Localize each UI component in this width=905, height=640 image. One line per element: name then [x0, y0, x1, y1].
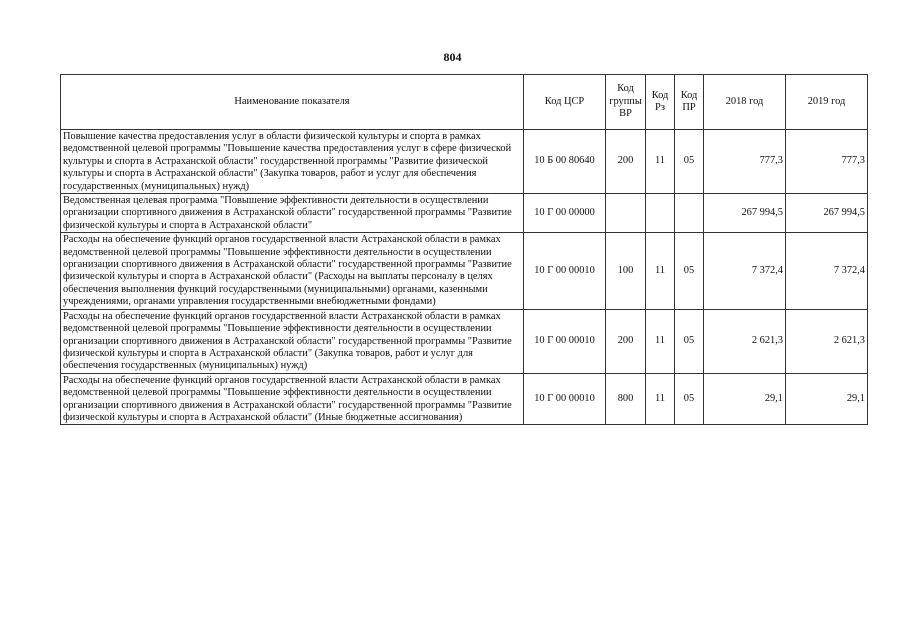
row-vr-code [606, 194, 646, 233]
row-rz-code [646, 194, 675, 233]
table-header-row [61, 75, 868, 130]
row-amount-2019: 777,3 [786, 130, 868, 194]
table-row [61, 194, 868, 233]
row-pr-code: 05 [675, 373, 704, 425]
table-row [61, 309, 868, 373]
row-amount-2018: 777,3 [704, 130, 786, 194]
row-indicator-name: Ведомственная целевая программа "Повышение эффективности деятельности в осуществлении организации спортивного движения в Астраханской области" государственной программы "Развитие физической культуры и спорта в Астраханской области" [61, 194, 524, 233]
header-vr-line: группы [609, 95, 642, 107]
table-row [61, 233, 868, 309]
row-amount-2019: 2 621,3 [786, 309, 868, 373]
header-pr-line: Код [680, 89, 698, 101]
header-year-2019: 2019 год [786, 75, 868, 130]
row-pr-code: 05 [675, 309, 704, 373]
row-vr-code: 200 [606, 309, 646, 373]
header-rz-line: Рз [655, 102, 665, 113]
row-csr-code: 10 Б 00 80640 [524, 130, 606, 194]
row-pr-code: 05 [675, 233, 704, 309]
table-row [61, 130, 868, 194]
row-csr-code: 10 Г 00 00000 [524, 194, 606, 233]
row-vr-code: 800 [606, 373, 646, 425]
row-amount-2018: 267 994,5 [704, 194, 786, 233]
row-amount-2019: 7 372,4 [786, 233, 868, 309]
row-csr-code: 10 Г 00 00010 [524, 309, 606, 373]
row-vr-code: 100 [606, 233, 646, 309]
row-indicator-name: Расходы на обеспечение функций органов государственной власти Астраханской области в рамках ведомственной целевой программы "Повышение эффективности деятельности в осуществлении организации спортивного движения в Астраханской области" государственной программы "Развитие физической культуры и спорта в Астраханской области" (Расходы на выплаты персоналу в целях обеспечения выполнения функций государственными (муниципальными) органами, казенными учреждениями, органами управления государственными внебюджетными фондами) [61, 233, 524, 309]
row-rz-code: 11 [646, 233, 675, 309]
table-row [61, 373, 868, 425]
header-rz-line: Код [651, 89, 669, 101]
header-vr-line: Код [617, 83, 634, 95]
row-amount-2018: 2 621,3 [704, 309, 786, 373]
header-year-2018: 2018 год [704, 75, 786, 130]
header-vr-code [606, 75, 646, 130]
row-rz-code: 11 [646, 130, 675, 194]
row-indicator-name: Расходы на обеспечение функций органов государственной власти Астраханской области в рамках ведомственной целевой программы "Повышение эффективности деятельности в осуществлении организации спортивного движения в Астраханской области" государственной программы "Развитие физической культуры и спорта в Астраханской области" (Иные бюджетные ассигнования) [61, 373, 524, 425]
budget-table [60, 74, 868, 425]
row-amount-2018: 29,1 [704, 373, 786, 425]
page-number: 804 [443, 50, 462, 64]
header-rz-code [646, 75, 675, 130]
row-pr-code: 05 [675, 130, 704, 194]
header-pr-code [675, 75, 704, 130]
row-vr-code: 200 [606, 130, 646, 194]
row-amount-2019: 267 994,5 [786, 194, 868, 233]
row-indicator-name: Повышение качества предоставления услуг в области физической культуры и спорта в рамках ведомственной целевой программы "Повышение качества предоставления услуг в сфере физической культуры и спорта в Астраханской области" государственной программы "Развитие физической культуры и спорта в Астраханской области" (Закупка товаров, работ и услуг для обеспечения государственных (муниципальных) нужд) [61, 130, 524, 194]
row-csr-code: 10 Г 00 00010 [524, 233, 606, 309]
row-amount-2019: 29,1 [786, 373, 868, 425]
row-csr-code: 10 Г 00 00010 [524, 373, 606, 425]
row-rz-code: 11 [646, 309, 675, 373]
row-rz-code: 11 [646, 373, 675, 425]
row-indicator-name: Расходы на обеспечение функций органов государственной власти Астраханской области в рамках ведомственной целевой программы "Повышение эффективности деятельности в осуществлении организации спортивного движения в Астраханской области" государственной программы "Развитие физической культуры и спорта в Астраханской области" (Закупка товаров, работ и услуг для обеспечения государственных (муниципальных) нужд) [61, 309, 524, 373]
row-pr-code [675, 194, 704, 233]
header-pr-line: ПР [682, 102, 696, 113]
row-amount-2018: 7 372,4 [704, 233, 786, 309]
header-indicator-name: Наименование показателя [61, 75, 524, 130]
header-vr-line: ВР [619, 108, 632, 120]
header-csr-code: Код ЦСР [524, 75, 606, 130]
